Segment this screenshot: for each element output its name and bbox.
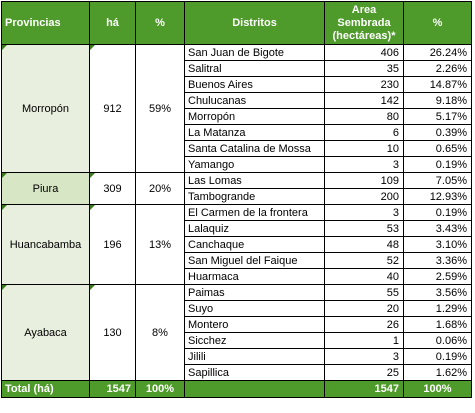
table-row <box>2 173 472 189</box>
district-pct: 1.29% <box>404 301 472 317</box>
header-area-line2: Sembrada <box>337 16 391 29</box>
district-area: 25 <box>325 365 404 381</box>
province-ha: 912 <box>90 45 136 173</box>
district-area: 1 <box>325 333 404 349</box>
district-name: San Juan de Bigote <box>185 45 325 61</box>
total-area: 1547 <box>325 381 404 398</box>
district-pct: 9.18% <box>404 93 472 109</box>
district-name: El Carmen de la frontera <box>185 205 325 221</box>
district-name: Jilili <box>185 349 325 365</box>
district-pct: 3.43% <box>404 221 472 237</box>
district-pct: 2.26% <box>404 61 472 77</box>
province-pct: 13% <box>136 205 185 285</box>
district-name: San Miguel del Faique <box>185 253 325 269</box>
province-pct: 8% <box>136 285 185 381</box>
district-pct: 0.19% <box>404 157 472 173</box>
district-pct: 1.68% <box>404 317 472 333</box>
district-name: Sapillica <box>185 365 325 381</box>
district-pct: 0.19% <box>404 349 472 365</box>
district-area: 230 <box>325 77 404 93</box>
province-ha: 309 <box>90 173 136 205</box>
district-area: 109 <box>325 173 404 189</box>
header-area-line3: (hectáreas)* <box>332 29 396 42</box>
header-area-sembrada <box>325 2 404 45</box>
district-pct: 14.87% <box>404 77 472 93</box>
total-ha: 1547 <box>90 381 136 398</box>
district-name: Chulucanas <box>185 93 325 109</box>
district-area: 3 <box>325 349 404 365</box>
total-distritos-empty <box>185 381 325 398</box>
header-row <box>2 2 472 45</box>
province-name: Ayabaca <box>2 285 90 381</box>
district-area: 53 <box>325 221 404 237</box>
district-pct: 3.10% <box>404 237 472 253</box>
district-name: La Matanza <box>185 125 325 141</box>
district-name: Huarmaca <box>185 269 325 285</box>
province-name: Huancabamba <box>2 205 90 285</box>
province-name: Morropón <box>2 45 90 173</box>
district-pct: 3.36% <box>404 253 472 269</box>
district-pct: 26.24% <box>404 45 472 61</box>
district-name: Salitral <box>185 61 325 77</box>
district-area: 10 <box>325 141 404 157</box>
district-area: 200 <box>325 189 404 205</box>
district-name: Paimas <box>185 285 325 301</box>
district-pct: 0.19% <box>404 205 472 221</box>
district-area: 3 <box>325 157 404 173</box>
district-pct: 0.06% <box>404 333 472 349</box>
district-name: Las Lomas <box>185 173 325 189</box>
province-pct: 59% <box>136 45 185 173</box>
district-name: Morropón <box>185 109 325 125</box>
district-area: 20 <box>325 301 404 317</box>
total-pct: 100% <box>136 381 185 398</box>
district-name: Buenos Aires <box>185 77 325 93</box>
district-area: 80 <box>325 109 404 125</box>
district-pct: 5.17% <box>404 109 472 125</box>
province-ha: 196 <box>90 205 136 285</box>
district-pct: 12.93% <box>404 189 472 205</box>
header-provincias: Provincias <box>2 2 90 45</box>
district-area: 6 <box>325 125 404 141</box>
district-name: Tambogrande <box>185 189 325 205</box>
district-area: 48 <box>325 237 404 253</box>
total-label: Total (há) <box>2 381 90 398</box>
header-ha: há <box>90 2 136 45</box>
district-area: 3 <box>325 205 404 221</box>
table-row <box>2 205 472 221</box>
district-name: Yamango <box>185 157 325 173</box>
header-pct-area: % <box>404 2 472 45</box>
district-name: Suyo <box>185 301 325 317</box>
district-pct: 7.05% <box>404 173 472 189</box>
district-name: Santa Catalina de Mossa <box>185 141 325 157</box>
district-pct: 3.56% <box>404 285 472 301</box>
province-pct: 20% <box>136 173 185 205</box>
district-area: 26 <box>325 317 404 333</box>
district-area: 142 <box>325 93 404 109</box>
header-distritos: Distritos <box>185 2 325 45</box>
table-row <box>2 285 472 301</box>
district-pct: 0.65% <box>404 141 472 157</box>
district-pct: 2.59% <box>404 269 472 285</box>
province-ha: 130 <box>90 285 136 381</box>
district-name: Canchaque <box>185 237 325 253</box>
district-name: Montero <box>185 317 325 333</box>
header-area-line1: Area <box>351 3 377 16</box>
header-pct: % <box>136 2 185 45</box>
table-row <box>2 45 472 61</box>
district-pct: 0.39% <box>404 125 472 141</box>
district-pct: 1.62% <box>404 365 472 381</box>
district-area-table <box>1 1 472 398</box>
district-area: 52 <box>325 253 404 269</box>
province-name: Piura <box>2 173 90 205</box>
district-name: Sicchez <box>185 333 325 349</box>
district-area: 40 <box>325 269 404 285</box>
district-area: 55 <box>325 285 404 301</box>
total-pct-area: 100% <box>404 381 472 398</box>
total-row <box>2 381 472 398</box>
district-area: 406 <box>325 45 404 61</box>
district-area: 35 <box>325 61 404 77</box>
district-name: Lalaquiz <box>185 221 325 237</box>
